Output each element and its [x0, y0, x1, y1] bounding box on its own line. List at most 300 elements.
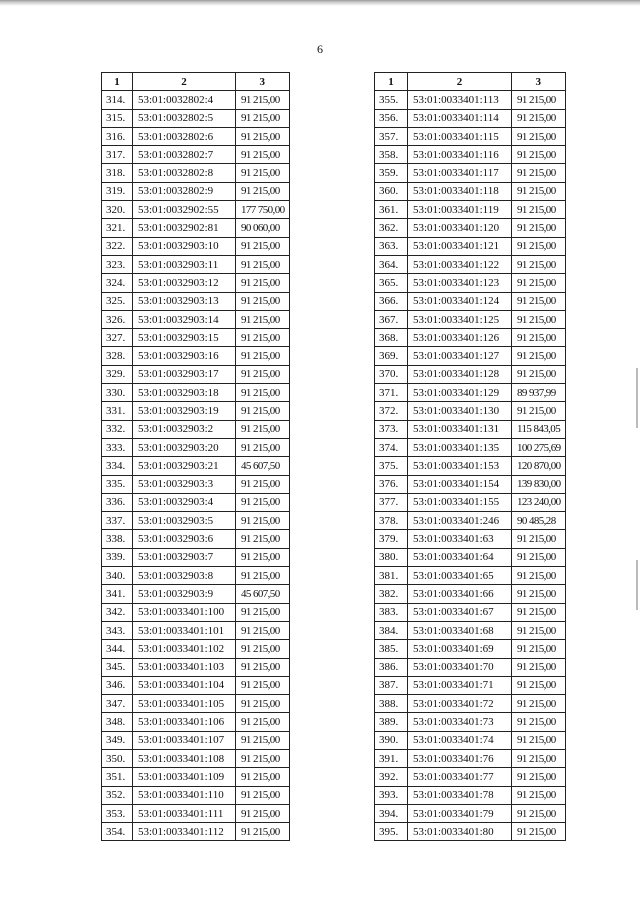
cadastral-number: 53:01:0033401:67 — [408, 603, 512, 621]
header-col-3: 3 — [236, 73, 290, 91]
table-row — [375, 365, 566, 383]
cadastral-value: 91 215,00 — [236, 621, 290, 639]
cadastral-value: 91 215,00 — [236, 91, 290, 109]
left-table-body — [102, 91, 290, 841]
cadastral-number: 53:01:0033401:122 — [408, 255, 512, 273]
table-row — [102, 676, 290, 694]
cadastral-value: 91 215,00 — [512, 603, 566, 621]
cadastral-value: 91 215,00 — [236, 823, 290, 841]
cadastral-value: 91 215,00 — [236, 658, 290, 676]
cadastral-number: 53:01:0033401:112 — [133, 823, 236, 841]
row-number: 322. — [102, 237, 133, 255]
cadastral-number: 53:01:0033401:74 — [408, 731, 512, 749]
cadastral-value: 91 215,00 — [512, 585, 566, 603]
table-row — [102, 109, 290, 127]
cadastral-value: 100 275,69 — [512, 438, 566, 456]
row-number: 389. — [375, 713, 408, 731]
cadastral-number: 53:01:0033401:130 — [408, 402, 512, 420]
table-row — [375, 493, 566, 511]
cadastral-number: 53:01:0032902:55 — [133, 201, 236, 219]
cadastral-value: 91 215,00 — [512, 786, 566, 804]
cadastral-number: 53:01:0032802:9 — [133, 182, 236, 200]
scan-artifact — [636, 368, 638, 428]
table-row — [102, 384, 290, 402]
table-row — [375, 164, 566, 182]
cadastral-number: 53:01:0033401:108 — [133, 749, 236, 767]
row-number: 370. — [375, 365, 408, 383]
cadastral-number: 53:01:0033401:63 — [408, 530, 512, 548]
row-number: 365. — [375, 274, 408, 292]
cadastral-value: 91 215,00 — [512, 109, 566, 127]
cadastral-number: 53:01:0033401:121 — [408, 237, 512, 255]
cadastral-value: 91 215,00 — [512, 201, 566, 219]
table-row — [102, 237, 290, 255]
table-header-row — [375, 73, 566, 91]
cadastral-number: 53:01:0033401:71 — [408, 676, 512, 694]
row-number: 314. — [102, 91, 133, 109]
cadastral-value: 91 215,00 — [512, 749, 566, 767]
cadastral-number: 53:01:0033401:64 — [408, 548, 512, 566]
cadastral-number: 53:01:0032903:3 — [133, 475, 236, 493]
cadastral-number: 53:01:0033401:128 — [408, 365, 512, 383]
cadastral-value: 91 215,00 — [236, 420, 290, 438]
cadastral-value: 91 215,00 — [236, 438, 290, 456]
right-table — [374, 72, 566, 841]
cadastral-value: 91 215,00 — [236, 640, 290, 658]
table-row — [375, 567, 566, 585]
cadastral-value: 91 215,00 — [512, 621, 566, 639]
table-row — [102, 493, 290, 511]
row-number: 371. — [375, 384, 408, 402]
table-row — [375, 695, 566, 713]
table-row — [102, 146, 290, 164]
table-row — [375, 823, 566, 841]
cadastral-value: 91 215,00 — [236, 676, 290, 694]
cadastral-value: 91 215,00 — [236, 548, 290, 566]
cadastral-number: 53:01:0033401:102 — [133, 640, 236, 658]
cadastral-value: 90 060,00 — [236, 219, 290, 237]
cadastral-number: 53:01:0033401:127 — [408, 347, 512, 365]
row-number: 391. — [375, 749, 408, 767]
cadastral-value: 91 215,00 — [512, 823, 566, 841]
row-number: 352. — [102, 786, 133, 804]
cadastral-value: 91 215,00 — [512, 365, 566, 383]
row-number: 359. — [375, 164, 408, 182]
row-number: 350. — [102, 749, 133, 767]
cadastral-number: 53:01:0033401:76 — [408, 749, 512, 767]
cadastral-number: 53:01:0033401:116 — [408, 146, 512, 164]
table-row — [102, 255, 290, 273]
cadastral-number: 53:01:0032903:2 — [133, 420, 236, 438]
cadastral-number: 53:01:0033401:117 — [408, 164, 512, 182]
row-number: 333. — [102, 438, 133, 456]
right-table-body — [375, 91, 566, 841]
header-col-3: 3 — [512, 73, 566, 91]
table-row — [102, 438, 290, 456]
row-number: 384. — [375, 621, 408, 639]
table-row — [375, 530, 566, 548]
row-number: 329. — [102, 365, 133, 383]
cadastral-number: 53:01:0032903:17 — [133, 365, 236, 383]
cadastral-number: 53:01:0033401:110 — [133, 786, 236, 804]
row-number: 318. — [102, 164, 133, 182]
table-header-row — [102, 73, 290, 91]
row-number: 326. — [102, 310, 133, 328]
row-number: 369. — [375, 347, 408, 365]
row-number: 367. — [375, 310, 408, 328]
table-row — [375, 310, 566, 328]
row-number: 327. — [102, 329, 133, 347]
row-number: 317. — [102, 146, 133, 164]
cadastral-number: 53:01:0033401:120 — [408, 219, 512, 237]
scan-artifact — [636, 560, 638, 610]
table-row — [102, 182, 290, 200]
row-number: 392. — [375, 768, 408, 786]
cadastral-value: 120 870,00 — [512, 457, 566, 475]
table-row — [102, 786, 290, 804]
cadastral-value: 91 215,00 — [236, 274, 290, 292]
cadastral-value: 91 215,00 — [236, 310, 290, 328]
table-row — [375, 384, 566, 402]
cadastral-number: 53:01:0032802:8 — [133, 164, 236, 182]
cadastral-value: 91 215,00 — [512, 768, 566, 786]
cadastral-number: 53:01:0033401:72 — [408, 695, 512, 713]
cadastral-number: 53:01:0033401:115 — [408, 127, 512, 145]
table-row — [375, 402, 566, 420]
row-number: 345. — [102, 658, 133, 676]
row-number: 374. — [375, 438, 408, 456]
cadastral-value: 91 215,00 — [236, 292, 290, 310]
cadastral-number: 53:01:0033401:114 — [408, 109, 512, 127]
table-row — [375, 91, 566, 109]
cadastral-number: 53:01:0033401:100 — [133, 603, 236, 621]
table-row — [102, 365, 290, 383]
row-number: 349. — [102, 731, 133, 749]
header-col-1: 1 — [102, 73, 133, 91]
cadastral-value: 91 215,00 — [512, 347, 566, 365]
row-number: 331. — [102, 402, 133, 420]
row-number: 360. — [375, 182, 408, 200]
row-number: 387. — [375, 676, 408, 694]
cadastral-value: 91 215,00 — [236, 530, 290, 548]
table-row — [102, 91, 290, 109]
cadastral-number: 53:01:0032903:19 — [133, 402, 236, 420]
row-number: 324. — [102, 274, 133, 292]
cadastral-number: 53:01:0033401:103 — [133, 658, 236, 676]
table-row — [102, 219, 290, 237]
cadastral-number: 53:01:0033401:119 — [408, 201, 512, 219]
cadastral-number: 53:01:0032802:4 — [133, 91, 236, 109]
table-row — [102, 823, 290, 841]
table-row — [102, 749, 290, 767]
scan-edge-shadow — [0, 0, 640, 6]
cadastral-value: 91 215,00 — [512, 676, 566, 694]
cadastral-value: 91 215,00 — [236, 347, 290, 365]
cadastral-value: 89 937,99 — [512, 384, 566, 402]
row-number: 393. — [375, 786, 408, 804]
table-row — [375, 201, 566, 219]
cadastral-number: 53:01:0032903:20 — [133, 438, 236, 456]
cadastral-number: 53:01:0032903:11 — [133, 255, 236, 273]
cadastral-number: 53:01:0032903:21 — [133, 457, 236, 475]
cadastral-value: 91 215,00 — [236, 109, 290, 127]
cadastral-value: 91 215,00 — [236, 603, 290, 621]
table-row — [102, 658, 290, 676]
left-table — [101, 72, 290, 841]
row-number: 383. — [375, 603, 408, 621]
table-row — [102, 420, 290, 438]
cadastral-value: 91 215,00 — [236, 512, 290, 530]
row-number: 337. — [102, 512, 133, 530]
cadastral-number: 53:01:0033401:107 — [133, 731, 236, 749]
cadastral-value: 91 215,00 — [236, 365, 290, 383]
table-row — [102, 548, 290, 566]
table-row — [375, 621, 566, 639]
cadastral-value: 90 485,28 — [512, 512, 566, 530]
row-number: 356. — [375, 109, 408, 127]
row-number: 376. — [375, 475, 408, 493]
cadastral-number: 53:01:0033401:111 — [133, 804, 236, 822]
table-row — [102, 274, 290, 292]
row-number: 332. — [102, 420, 133, 438]
row-number: 351. — [102, 768, 133, 786]
cadastral-value: 91 215,00 — [512, 164, 566, 182]
row-number: 319. — [102, 182, 133, 200]
cadastral-value: 91 215,00 — [512, 804, 566, 822]
cadastral-value: 91 215,00 — [512, 274, 566, 292]
cadastral-value: 115 843,05 — [512, 420, 566, 438]
row-number: 347. — [102, 695, 133, 713]
table-row — [375, 182, 566, 200]
row-number: 386. — [375, 658, 408, 676]
table-row — [375, 255, 566, 273]
cadastral-value: 91 215,00 — [512, 548, 566, 566]
cadastral-value: 91 215,00 — [236, 146, 290, 164]
table-row — [375, 146, 566, 164]
cadastral-value: 91 215,00 — [512, 640, 566, 658]
row-number: 323. — [102, 255, 133, 273]
row-number: 334. — [102, 457, 133, 475]
cadastral-value: 91 215,00 — [236, 237, 290, 255]
cadastral-value: 91 215,00 — [512, 127, 566, 145]
cadastral-value: 91 215,00 — [512, 182, 566, 200]
cadastral-value: 91 215,00 — [236, 713, 290, 731]
cadastral-value: 123 240,00 — [512, 493, 566, 511]
table-row — [102, 603, 290, 621]
row-number: 343. — [102, 621, 133, 639]
row-number: 336. — [102, 493, 133, 511]
cadastral-value: 139 830,00 — [512, 475, 566, 493]
cadastral-number: 53:01:0033401:79 — [408, 804, 512, 822]
cadastral-number: 53:01:0033401:65 — [408, 567, 512, 585]
cadastral-value: 91 215,00 — [236, 804, 290, 822]
row-number: 348. — [102, 713, 133, 731]
cadastral-value: 91 215,00 — [512, 146, 566, 164]
cadastral-value: 91 215,00 — [512, 731, 566, 749]
cadastral-number: 53:01:0033401:104 — [133, 676, 236, 694]
row-number: 339. — [102, 548, 133, 566]
cadastral-value: 91 215,00 — [236, 127, 290, 145]
table-row — [375, 475, 566, 493]
cadastral-number: 53:01:0032903:6 — [133, 530, 236, 548]
row-number: 381. — [375, 567, 408, 585]
cadastral-value: 91 215,00 — [236, 164, 290, 182]
table-row — [102, 713, 290, 731]
cadastral-number: 53:01:0032903:12 — [133, 274, 236, 292]
cadastral-number: 53:01:0032903:5 — [133, 512, 236, 530]
cadastral-value: 91 215,00 — [512, 530, 566, 548]
row-number: 388. — [375, 695, 408, 713]
row-number: 320. — [102, 201, 133, 219]
cadastral-value: 91 215,00 — [236, 567, 290, 585]
cadastral-value: 91 215,00 — [512, 292, 566, 310]
table-row — [375, 457, 566, 475]
row-number: 372. — [375, 402, 408, 420]
cadastral-number: 53:01:0033401:131 — [408, 420, 512, 438]
table-row — [375, 731, 566, 749]
table-row — [375, 347, 566, 365]
cadastral-value: 91 215,00 — [236, 731, 290, 749]
table-row — [102, 567, 290, 585]
row-number: 342. — [102, 603, 133, 621]
row-number: 380. — [375, 548, 408, 566]
cadastral-number: 53:01:0033401:126 — [408, 329, 512, 347]
cadastral-value: 91 215,00 — [236, 493, 290, 511]
table-row — [102, 585, 290, 603]
row-number: 368. — [375, 329, 408, 347]
table-row — [375, 548, 566, 566]
table-row — [102, 512, 290, 530]
cadastral-value: 91 215,00 — [236, 384, 290, 402]
row-number: 358. — [375, 146, 408, 164]
row-number: 364. — [375, 255, 408, 273]
header-col-2: 2 — [408, 73, 512, 91]
cadastral-number: 53:01:0033401:77 — [408, 768, 512, 786]
row-number: 382. — [375, 585, 408, 603]
cadastral-number: 53:01:0033401:124 — [408, 292, 512, 310]
cadastral-number: 53:01:0032903:18 — [133, 384, 236, 402]
table-row — [375, 749, 566, 767]
row-number: 346. — [102, 676, 133, 694]
table-row — [375, 804, 566, 822]
row-number: 385. — [375, 640, 408, 658]
table-row — [375, 420, 566, 438]
table-row — [102, 695, 290, 713]
cadastral-number: 53:01:0033401:70 — [408, 658, 512, 676]
cadastral-value: 91 215,00 — [236, 475, 290, 493]
table-row — [375, 658, 566, 676]
table-row — [102, 804, 290, 822]
table-row — [375, 237, 566, 255]
cadastral-number: 53:01:0033401:80 — [408, 823, 512, 841]
row-number: 362. — [375, 219, 408, 237]
table-row — [375, 603, 566, 621]
cadastral-number: 53:01:0033401:154 — [408, 475, 512, 493]
cadastral-number: 53:01:0033401:129 — [408, 384, 512, 402]
table-row — [102, 347, 290, 365]
table-row — [375, 127, 566, 145]
cadastral-value: 177 750,00 — [236, 201, 290, 219]
table-row — [375, 676, 566, 694]
table-row — [102, 127, 290, 145]
cadastral-number: 53:01:0033401:123 — [408, 274, 512, 292]
row-number: 363. — [375, 237, 408, 255]
table-row — [102, 621, 290, 639]
row-number: 357. — [375, 127, 408, 145]
row-number: 361. — [375, 201, 408, 219]
table-row — [102, 164, 290, 182]
cadastral-number: 53:01:0032903:16 — [133, 347, 236, 365]
cadastral-number: 53:01:0032802:6 — [133, 127, 236, 145]
table-row — [375, 109, 566, 127]
cadastral-number: 53:01:0032902:81 — [133, 219, 236, 237]
row-number: 335. — [102, 475, 133, 493]
page-number: 6 — [317, 42, 323, 56]
row-number: 377. — [375, 493, 408, 511]
cadastral-number: 53:01:0032903:15 — [133, 329, 236, 347]
row-number: 353. — [102, 804, 133, 822]
header-col-1: 1 — [375, 73, 408, 91]
table-row — [375, 274, 566, 292]
row-number: 366. — [375, 292, 408, 310]
row-number: 328. — [102, 347, 133, 365]
cadastral-number: 53:01:0032903:10 — [133, 237, 236, 255]
table-row — [375, 292, 566, 310]
table-row — [375, 512, 566, 530]
cadastral-value: 91 215,00 — [512, 658, 566, 676]
cadastral-number: 53:01:0033401:68 — [408, 621, 512, 639]
cadastral-value: 91 215,00 — [236, 402, 290, 420]
cadastral-number: 53:01:0033401:69 — [408, 640, 512, 658]
cadastral-number: 53:01:0033401:73 — [408, 713, 512, 731]
row-number: 315. — [102, 109, 133, 127]
table-row — [375, 786, 566, 804]
cadastral-number: 53:01:0032903:13 — [133, 292, 236, 310]
row-number: 340. — [102, 567, 133, 585]
cadastral-value: 91 215,00 — [512, 219, 566, 237]
cadastral-value: 91 215,00 — [512, 237, 566, 255]
cadastral-number: 53:01:0033401:155 — [408, 493, 512, 511]
cadastral-number: 53:01:0033401:78 — [408, 786, 512, 804]
cadastral-number: 53:01:0032802:5 — [133, 109, 236, 127]
row-number: 321. — [102, 219, 133, 237]
cadastral-number: 53:01:0032903:8 — [133, 567, 236, 585]
cadastral-value: 91 215,00 — [236, 182, 290, 200]
cadastral-value: 91 215,00 — [512, 567, 566, 585]
row-number: 355. — [375, 91, 408, 109]
table-row — [102, 310, 290, 328]
table-row — [102, 402, 290, 420]
table-row — [102, 731, 290, 749]
table-row — [375, 329, 566, 347]
row-number: 354. — [102, 823, 133, 841]
row-number: 344. — [102, 640, 133, 658]
cadastral-number: 53:01:0033401:125 — [408, 310, 512, 328]
cadastral-number: 53:01:0032903:14 — [133, 310, 236, 328]
cadastral-number: 53:01:0033401:246 — [408, 512, 512, 530]
table-row — [102, 329, 290, 347]
cadastral-value: 91 215,00 — [512, 91, 566, 109]
cadastral-value: 91 215,00 — [236, 786, 290, 804]
cadastral-number: 53:01:0032903:4 — [133, 493, 236, 511]
row-number: 394. — [375, 804, 408, 822]
cadastral-value: 45 607,50 — [236, 457, 290, 475]
table-row — [102, 457, 290, 475]
cadastral-value: 91 215,00 — [236, 329, 290, 347]
row-number: 375. — [375, 457, 408, 475]
table-row — [375, 219, 566, 237]
cadastral-number: 53:01:0033401:113 — [408, 91, 512, 109]
